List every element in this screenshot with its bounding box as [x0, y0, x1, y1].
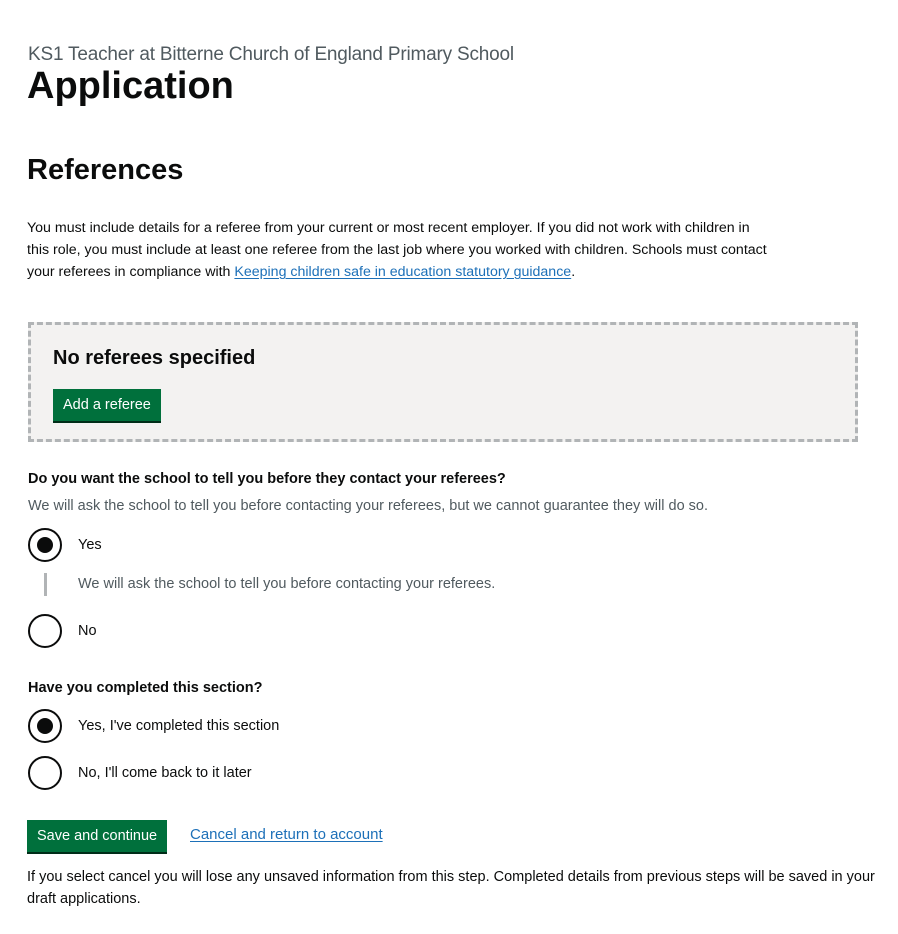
- completed-question-label: Have you completed this section?: [28, 680, 263, 696]
- radio-selected-dot: [37, 537, 53, 553]
- intro-text: You must include details for a referee from your current or most recent employer. If you did not work with children in this role, you must include at least one referee from the last job where you worked with children. Schools must contact your referees in compliance with: [27, 220, 767, 280]
- add-referee-button[interactable]: Add a referee: [53, 389, 161, 421]
- notify-yes-label[interactable]: Yes: [78, 537, 102, 553]
- section-heading: References: [27, 154, 184, 186]
- completed-no-radio[interactable]: [28, 756, 62, 790]
- notify-yes-radio[interactable]: [28, 528, 62, 562]
- radio-selected-dot: [37, 718, 53, 734]
- conditional-reveal-bar: [44, 573, 47, 596]
- completed-yes-radio[interactable]: [28, 709, 62, 743]
- completed-no-label[interactable]: No, I'll come back to it later: [78, 765, 252, 781]
- notify-question-label: Do you want the school to tell you before they contact your referees?: [28, 471, 506, 487]
- notify-no-radio[interactable]: [28, 614, 62, 648]
- completed-yes-label[interactable]: Yes, I've completed this section: [78, 718, 280, 734]
- notify-yes-conditional-text: We will ask the school to tell you before contacting your referees.: [78, 576, 496, 592]
- no-referees-heading: No referees specified: [53, 347, 256, 369]
- page-title: Application: [27, 65, 234, 107]
- intro-end: .: [571, 264, 576, 280]
- save-and-continue-button[interactable]: Save and continue: [27, 820, 167, 852]
- job-caption: KS1 Teacher at Bitterne Church of England Primary School: [28, 44, 514, 65]
- notify-question-hint: We will ask the school to tell you before contacting your referees, but we cannot guarantee they will do so.: [28, 498, 708, 514]
- guidance-link[interactable]: Keeping children safe in education statutory guidance: [234, 264, 572, 280]
- cancel-link[interactable]: Cancel and return to account: [190, 826, 383, 843]
- cancel-warning-text: If you select cancel you will lose any unsaved information from this step. Completed details from previous steps will be saved in your draft applications.: [27, 869, 875, 907]
- intro-paragraph: [27, 217, 767, 283]
- notify-no-label[interactable]: No: [78, 623, 97, 639]
- referees-empty-state: [28, 322, 858, 442]
